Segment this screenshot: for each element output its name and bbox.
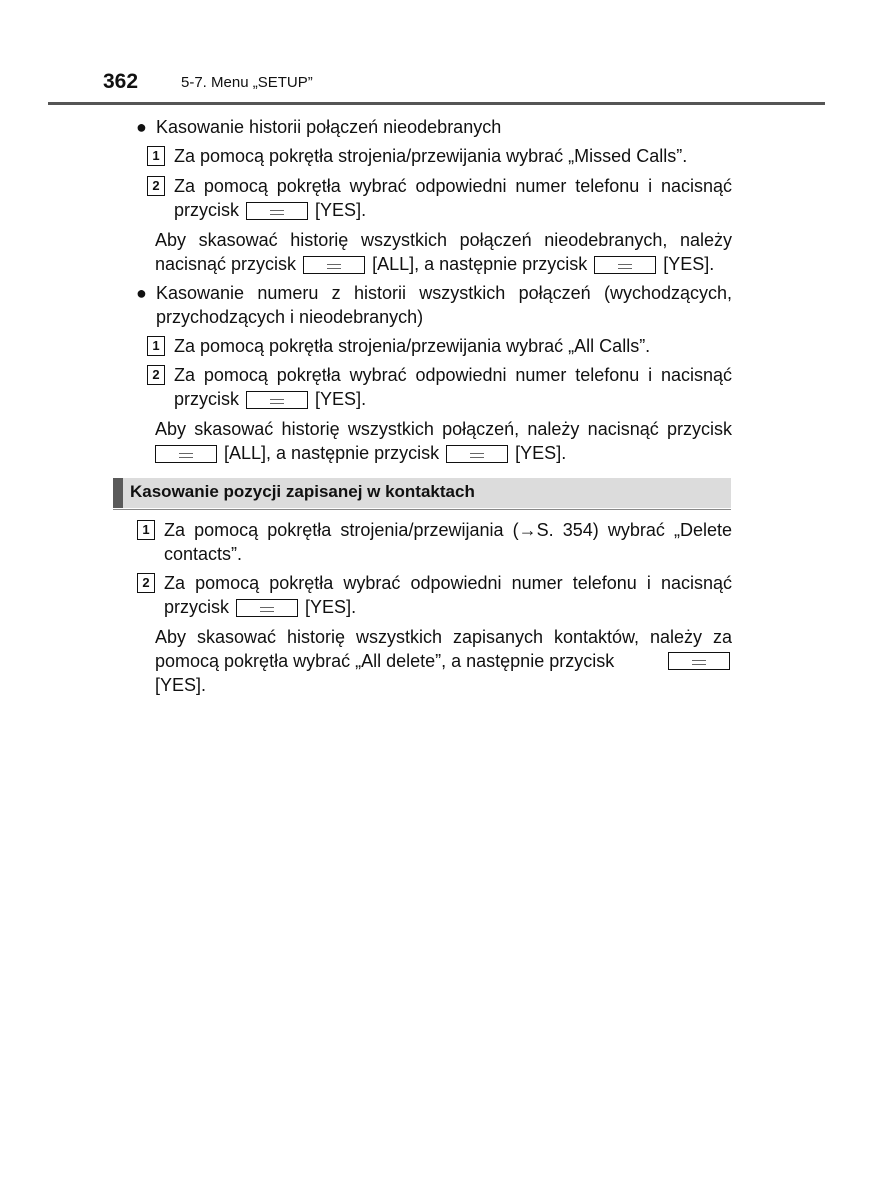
step-number: 1 [137, 520, 155, 540]
step-text: [YES]. [305, 597, 357, 617]
step-text: Za pomocą pokrętła strojenia/przewijania wybrać „Missed Calls”. [174, 146, 688, 166]
step-text: przycisk [174, 200, 240, 220]
section-divider [113, 509, 731, 510]
note-text-line2 [155, 650, 732, 672]
chapter-title: 5-7. Menu „SETUP” [181, 74, 313, 91]
note-text: Aby skasować historię wszystkich połączeń nieodebranych, należy [155, 230, 732, 250]
step-number: 2 [147, 365, 165, 385]
bullet-icon: ● [136, 117, 147, 137]
note-text: Aby skasować historię wszystkich połączeń, należy nacisnąć przycisk [155, 419, 732, 439]
note-text: [ALL], a następnie przycisk [372, 254, 588, 274]
step-text: Za pomocą pokrętła wybrać odpowiedni numer telefonu i nacisnąć [164, 573, 732, 593]
step-text: contacts”. [164, 544, 243, 564]
step-text: przycisk [174, 389, 240, 409]
step-text-line2 [174, 199, 366, 221]
button-icon [303, 256, 365, 274]
step-text-line2 [164, 596, 356, 618]
note-text: pomocą pokrętła wybrać „All delete”, a następnie przycisk [155, 651, 615, 671]
note-text: nacisnąć przycisk [155, 254, 297, 274]
step-number: 1 [147, 146, 165, 166]
note-text: [ALL], a następnie przycisk [224, 443, 440, 463]
note-text: [YES]. [515, 443, 567, 463]
section-title-all-line2: przychodzących i nieodebranych) [156, 307, 424, 327]
button-icon [668, 652, 730, 670]
step-text: Za pomocą pokrętła strojenia/przewijania (→S. 354) wybrać „Delete [164, 520, 732, 540]
step-text: przycisk [164, 597, 230, 617]
step-number: 2 [137, 573, 155, 593]
step-text: [YES]. [315, 389, 367, 409]
button-icon [594, 256, 656, 274]
page-header [48, 68, 825, 105]
bullet-icon: ● [136, 283, 147, 303]
section-heading-text: Kasowanie pozycji zapisanej w kontaktach [130, 482, 475, 501]
page-number: 362 [103, 70, 139, 93]
step-text: Za pomocą pokrętła wybrać odpowiedni numer telefonu i nacisnąć [174, 365, 732, 385]
section-heading [113, 478, 731, 508]
note-text-line2 [155, 442, 566, 464]
button-icon [155, 445, 217, 463]
note-text: [YES]. [663, 254, 715, 274]
step-text-line2 [174, 388, 366, 410]
note-text: Aby skasować historię wszystkich zapisanych kontaktów, należy za [155, 627, 732, 647]
step-text: Za pomocą pokrętła wybrać odpowiedni numer telefonu i nacisnąć [174, 176, 732, 196]
step-text: [YES]. [315, 200, 367, 220]
step-number: 1 [147, 336, 165, 356]
section-title-missed: Kasowanie historii połączeń nieodebranych [156, 117, 502, 137]
button-icon [246, 391, 308, 409]
note-text-line2 [155, 253, 714, 275]
button-icon [236, 599, 298, 617]
note-text: [YES]. [155, 675, 207, 695]
section-title-all: Kasowanie numeru z historii wszystkich połączeń (wychodzących, [156, 283, 732, 303]
step-text: Za pomocą pokrętła strojenia/przewijania wybrać „All Calls”. [174, 336, 651, 356]
button-icon [446, 445, 508, 463]
step-number: 2 [147, 176, 165, 196]
button-icon [246, 202, 308, 220]
